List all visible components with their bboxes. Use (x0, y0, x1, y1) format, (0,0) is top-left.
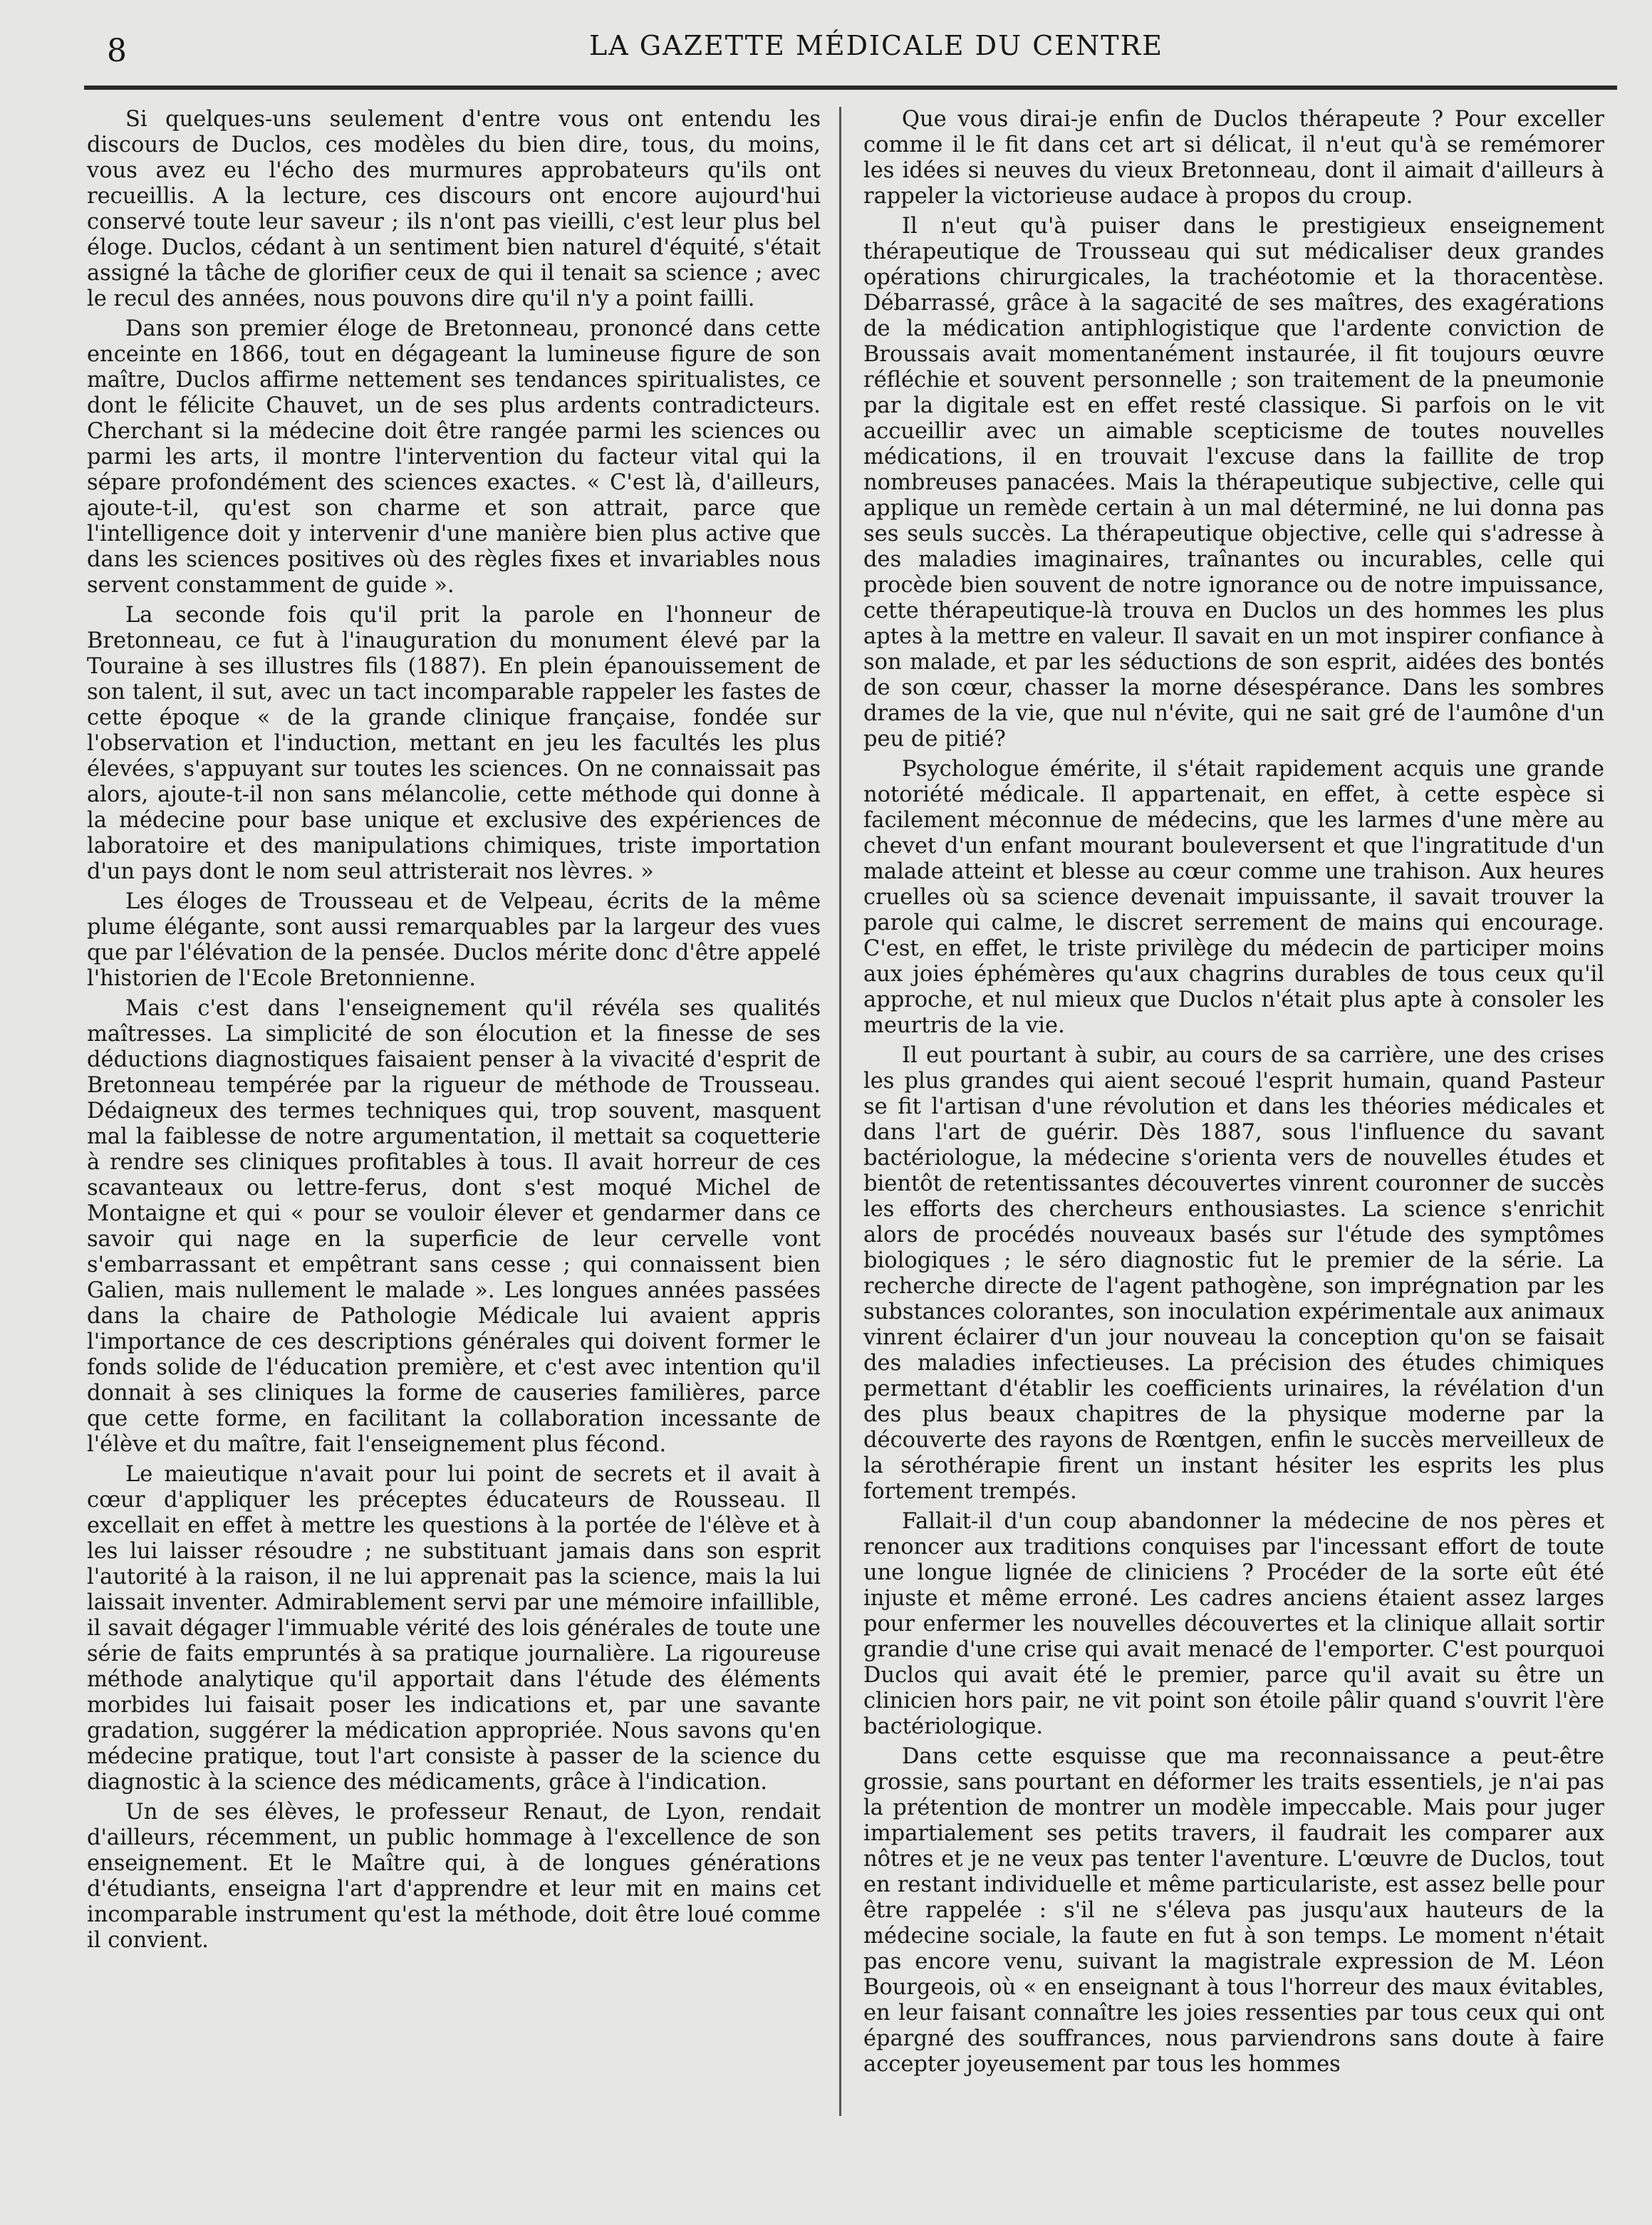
journal-title: LA GAZETTE MÉDICALE DU CENTRE (589, 30, 1163, 61)
right-column (863, 107, 1604, 2082)
page-number: 8 (107, 33, 127, 69)
paragraph: Fallait-il d'un coup abandonner la médecine de nos pères et renoncer aux traditions conquises par l'incessant effort de toute une longue lignée de cliniciens ? Procéder de la sorte eût été injuste et même erroné. Les cadres anciens étaient assez larges pour enfermer les nouvelles découvertes et la clinique allait sortir grandie d'une crise qui avait menacé de l'emporter. C'est pourquoi Duclos qui avait été le premier, parce qu'il avait su être un clinicien hors pair, ne vit point son étoile pâlir quand s'ouvrit l'ère bactériologique. (863, 1509, 1604, 1739)
paragraph: Si quelques-uns seulement d'entre vous ont entendu les discours de Duclos, ces modèles du bien dire, tous, du moins, vous avez eu l'écho des murmures approbateurs qu'ils ont recueillis. A la lecture, ces discours ont encore aujourd'hui conservé toute leur saveur ; ils n'ont pas vieilli, c'est leur plus bel éloge. Duclos, cédant à un sentiment bien naturel d'équité, s'était assigné la tâche de glorifier ceux de qui il tenait sa science ; avec le recul des années, nous pouvons dire qu'il n'y a point failli. (87, 107, 821, 311)
paragraph: Les éloges de Trousseau et de Velpeau, écrits de la même plume élégante, sont aussi remarquables par la largeur des vues que par l'élévation de la pensée. Duclos mérite donc d'être appelé l'historien de l'Ecole Bretonnienne. (87, 889, 821, 991)
paragraph: Le maieutique n'avait pour lui point de secrets et il avait à cœur d'appliquer les préceptes éducateurs de Rousseau. Il excellait en effet à mettre les questions à la portée de l'élève et à les lui laisser résoudre ; ne substituant jamais dans son esprit l'autorité à la raison, il ne lui apprenait pas la science, mais la lui laissait inventer. Admirablement servi par une mémoire infaillible, il savait dégager l'immuable vérité des lois générales de toute une série de faits empruntés à sa pratique journalière. La rigoureuse méthode analytique qu'il apportait dans l'étude des éléments morbides lui faisait poser les indications et, par une savante gradation, suggérer la médication appropriée. Nous savons qu'en médecine pratique, tout l'art consiste à passer de la science du diagnostic à la science des médicaments, grâce à l'indication. (87, 1462, 821, 1795)
header-rule (84, 85, 1617, 90)
paragraph: Mais c'est dans l'enseignement qu'il révéla ses qualités maîtresses. La simplicité de son élocution et la finesse de ses déductions diagnostiques faisaient penser à la vivacité d'esprit de Bretonneau tempérée par la rigueur de méthode de Trousseau. Dédaigneux des termes techniques qui, trop souvent, masquent mal la faiblesse de notre argumentation, il mettait sa coquetterie à rendre ses cliniques profitables à tous. Il avait horreur de ces scavanteaux ou lettre-ferus, dont s'est moqué Michel de Montaigne et qui « pour se vouloir élever et gendarmer dans ce savoir qui nage en la superficie de leur cervelle vont s'embarrassant et empêtrant sans cesse ; qui connaissent bien Galien, mais nullement le malade ». Les longues années passées dans la chaire de Pathologie Médicale lui avaient appris l'importance de ces descriptions générales qui doivent former le fonds solide de l'éducation première, et c'est avec intention qu'il donnait à ses cliniques la forme de causeries familières, parce que cette forme, en facilitant la collaboration incessante de l'élève et du maître, fait l'enseignement plus fécond. (87, 996, 821, 1457)
paragraph: La seconde fois qu'il prit la parole en l'honneur de Bretonneau, ce fut à l'inauguration du monument élevé par la Touraine à ses illustres fils (1887). En plein épanouissement de son talent, il sut, avec un tact incomparable rappeler les fastes de cette époque « de la grande clinique française, fondée sur l'observation et l'induction, mettant en jeu les facultés les plus élevées, s'appuyant sur toutes les sciences. On ne connaissait pas alors, ajoute-t-il non sans mélancolie, cette méthode qui donne à la médecine pour base unique et exclusive des expériences de laboratoire et des manipulations chimiques, triste importation d'un pays dont le nom seul attristerait nos lèvres. » (87, 603, 821, 884)
paragraph: Il n'eut qu'à puiser dans le prestigieux enseignement thérapeutique de Trousseau qui sut médicaliser deux grandes opérations chirurgicales, la trachéotomie et la thoracentèse. Débarrassé, grâce à la sagacité de ses maîtres, des exagérations de la médication antiphlogistique que l'ardente conviction de Broussais avait momentanément instaurée, il fit toujours œuvre réfléchie et souvent personnelle ; son traitement de la pneumonie par la digitale est en effet resté classique. Si parfois on le vit accueillir avec un aimable scepticisme de toutes nouvelles médications, il en trouvait l'excuse dans la faillite de trop nombreuses panacées. Mais la thérapeutique subjective, celle qui applique un remède certain à un mal déterminé, ne lui donna pas ses seuls succès. La thérapeutique objective, celle qui s'adresse à des maladies imaginaires, traînantes ou incurables, celle qui procède bien souvent de notre ignorance ou de notre impuissance, cette thérapeutique-là trouva en Duclos un des hommes les plus aptes à la mettre en valeur. Il savait en un mot inspirer confiance à son malade, et par les séductions de son esprit, aidées des bontés de son cœur, chasser la morne désespérance. Dans les sombres drames de la vie, que nul n'évite, qui ne sait gré de l'aumône d'un peu de pitié? (863, 214, 1604, 752)
paragraph: Il eut pourtant à subir, au cours de sa carrière, une des crises les plus grandes qui aient secoué l'esprit humain, quand Pasteur se fit l'artisan d'une révolution et dans les théories médicales et dans l'art de guérir. Dès 1887, sous l'influence du savant bactériologue, la médecine s'orienta vers de nouvelles études et bientôt de retentissantes découvertes vinrent couronner de succès les efforts des chercheurs enthousiastes. La science s'enrichit alors de procédés nouveaux basés sur l'étude des symptômes biologiques ; le séro diagnostic fut le premier de la série. La recherche directe de l'agent pathogène, son imprégnation par les substances colorantes, son inoculation expérimentale aux animaux vinrent éclairer d'un jour nouveau la conception qu'on se faisait des maladies infectieuses. La précision des études chimiques permettant d'établir les coefficients urinaires, la révélation d'un des plus beaux chapitres de la physique moderne par la découverte des rayons de Rœntgen, enfin le succès merveilleux de la sérothérapie firent un instant hésiter les esprits les plus fortement trempés. (863, 1043, 1604, 1504)
paragraph: Que vous dirai-je enfin de Duclos thérapeute ? Pour exceller comme il le fit dans cet art si délicat, il n'eut qu'à se remémorer les idées si neuves du vieux Bretonneau, dont il aimait d'ailleurs à rappeler la victorieuse audace à propos du croup. (863, 107, 1604, 209)
paragraph: Dans cette esquisse que ma reconnaissance a peut-être grossie, sans pourtant en déformer les traits essentiels, je n'ai pas la prétention de montrer un modèle impeccable. Mais pour juger impartialement ses petits travers, il faudrait les comparer aux nôtres et je ne veux pas tenter l'aventure. L'œuvre de Duclos, tout en restant individuelle et même particulariste, est assez belle pour être rappelée : s'il ne s'éleva pas jusqu'aux hauteurs de la médecine sociale, la faute en fut à son temps. Le moment n'était pas encore venu, suivant la magistrale expression de M. Léon Bourgeois, où « en enseignant à tous l'horreur des maux évitables, en leur faisant connaître les joies ressenties par tous ceux qui ont épargné des souffrances, nous parviendrons sans doute à faire accepter joyeusement par tous les hommes (863, 1744, 1604, 2077)
left-column (87, 107, 821, 1958)
column-divider (839, 107, 841, 2116)
paragraph: Un de ses élèves, le professeur Renaut, de Lyon, rendait d'ailleurs, récemment, un public hommage à l'excellence de son enseignement. Et le Maître qui, à de longues générations d'étudiants, enseigna l'art d'apprendre et leur mit en mains cet incomparable instrument qu'est la méthode, doit être loué comme il convient. (87, 1800, 821, 1953)
paragraph: Dans son premier éloge de Bretonneau, prononcé dans cette enceinte en 1866, tout en dégageant la lumineuse figure de son maître, Duclos affirme nettement ses tendances spiritualistes, ce dont le félicite Chauvet, un de ses plus ardents contradicteurs. Cherchant si la médecine doit être rangée parmi les sciences ou parmi les arts, il montre l'intervention du facteur vital qui la sépare profondément des sciences exactes. « C'est là, d'ailleurs, ajoute-t-il, qu'est son charme et son attrait, parce que l'intelligence doit y intervenir d'une manière bien plus active que dans les sciences positives où des règles fixes et invariables nous servent constamment de guide ». (87, 316, 821, 598)
paragraph: Psychologue émérite, il s'était rapidement acquis une grande notoriété médicale. Il appartenait, en effet, à cette espèce si facilement méconnue de médecins, que les larmes d'une mère au chevet d'un enfant mourant bouleversent et que l'ingratitude d'un malade atteint et blesse au cœur comme une trahison. Aux heures cruelles où sa science devenait impuissante, il savait trouver la parole qui calme, le discret serrement de mains qui encourage. C'est, en effet, le triste privilège du médecin de participer moins aux joies éphémères qu'aux chagrins durables de tous ceux qu'il approche, et nul mieux que Duclos n'était plus apte à consoler les meurtris de la vie. (863, 757, 1604, 1038)
